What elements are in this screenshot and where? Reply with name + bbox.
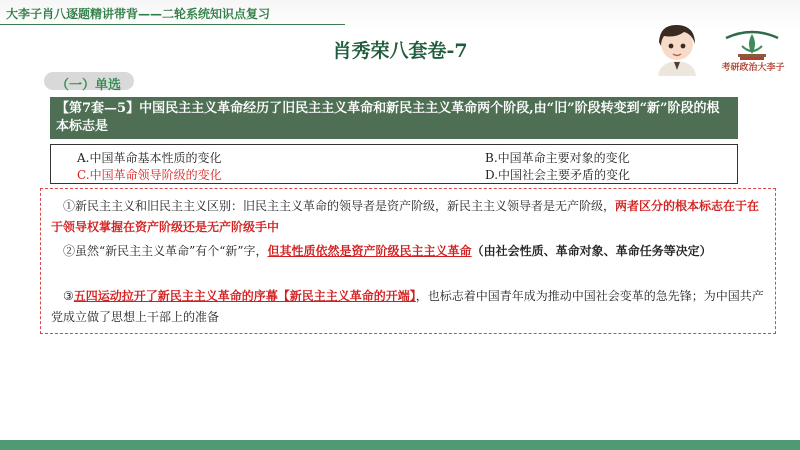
explanation-point-3 [51,286,766,328]
explanation-point-1 [51,196,766,238]
explanation-3-highlight: 五四运动拉开了新民主主义革命的序幕【新民主主义革命的开端】 [73,289,416,303]
explanation-3-number: ③ [63,289,74,303]
bottom-bar [0,440,800,450]
option-b[interactable]: B.中国革命主要对象的变化 [485,151,630,165]
explanation-2-note: （由社会性质、革命对象、革命任务等决定） [471,244,712,258]
option-d[interactable]: D.中国社会主要矛盾的变化 [485,168,631,182]
explanation-2-text: ②虽然“新民主主义革命”有个“新”字， [63,244,268,258]
question-text: 【第7套—5】中国民主主义革命经历了旧民主主义革命和新民主主义革命两个阶段,由“旧”阶段转变到“新”阶段的根本标志是 [56,101,720,134]
explanation-point-2 [51,241,766,262]
section-label: （一）单选 [56,78,122,93]
avatar [648,18,706,76]
logo-text: 考研政治大李子 [721,63,785,73]
question-box [50,97,738,139]
explanation-3-text: ，也标志着中国青年成为推动中国社会变革的急先锋；为中国共产党成立做了思想上干部上的准备 [51,289,764,324]
explanation-2-highlight: 但其性质依然是资产阶级民主主义革命 [267,244,472,258]
option-a[interactable]: A.中国革命基本性质的变化 [77,151,222,165]
option-c-correct[interactable]: C.中国革命领导阶级的变化 [77,168,222,182]
page-title: 肖秀荣八套卷-7 [332,40,468,62]
explanation-box [40,188,776,334]
options-box [50,144,738,184]
series-title-underline [0,24,345,25]
explanation-1-highlight: 两者区分的根本标志在于在于领导权掌握在资产阶级还是无产阶级手中 [51,199,760,234]
explanation-1-text: ①新民主主义和旧民主主义区别：旧民主主义革命的领导者是资产阶级，新民主主义领导者是无产阶级， [63,199,616,213]
series-title: 大李子肖八逐题精讲带背——二轮系统知识点复习 [6,7,271,21]
